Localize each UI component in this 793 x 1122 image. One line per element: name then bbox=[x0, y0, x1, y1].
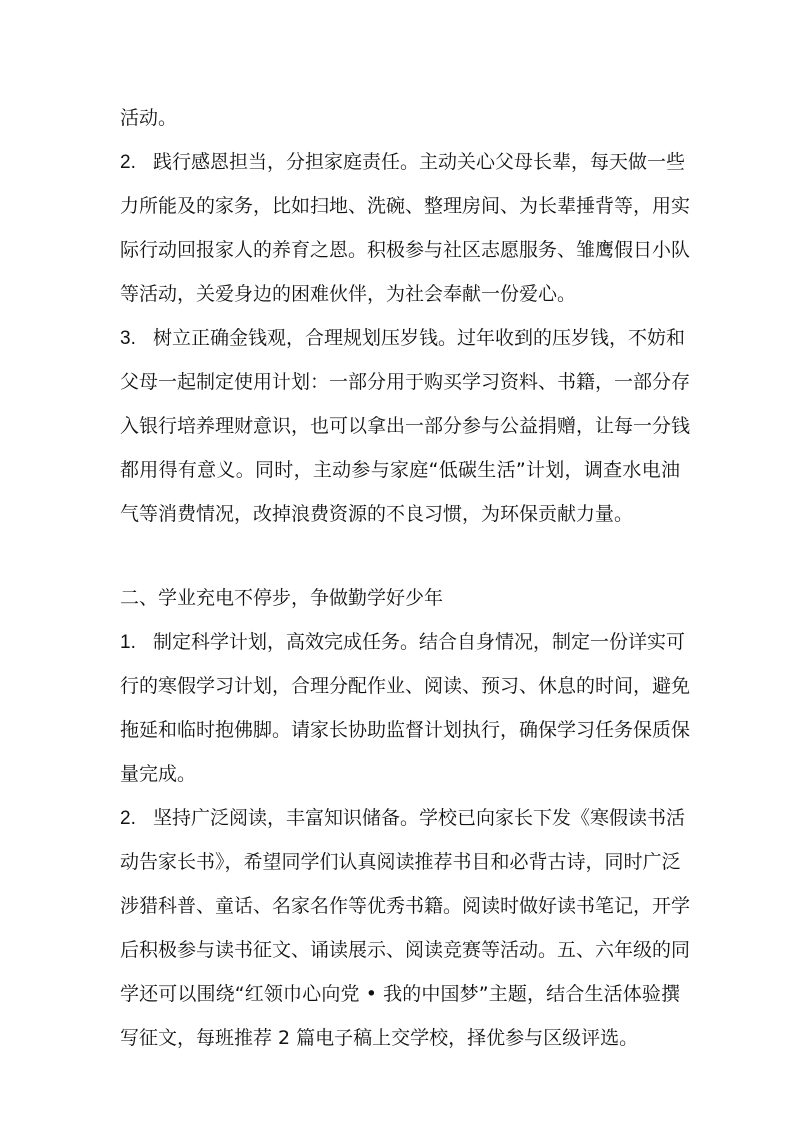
list-item-first-line: 1. 制定科学计划，高效完成任务。结合自身情况，制定一份详实可 bbox=[120, 631, 686, 653]
paragraph-line: 量完成。 bbox=[120, 763, 197, 785]
list-number: 3. bbox=[120, 328, 136, 349]
paragraph-line: 涉猎科普、童话、名家名作等优秀书籍。阅读时做好读书笔记，开学 bbox=[120, 895, 691, 917]
paragraph-line: 入银行培养理财意识，也可以拿出一部分参与公益捐赠，让每一分钱 bbox=[120, 415, 691, 437]
paragraph-line: 拖延和临时抱佛脚。请家长协助监督计划执行，确保学习任务保质保 bbox=[120, 719, 691, 741]
paragraph-line: 父母一起制定使用计划：一部分用于购买学习资料、书籍，一部分存 bbox=[120, 371, 691, 393]
paragraph-line: 行的寒假学习计划，合理分配作业、阅读、预习、休息的时间，避免 bbox=[120, 675, 691, 697]
list-item-first-line: 2. 坚持广泛阅读，丰富知识储备。学校已向家长下发《寒假读书活 bbox=[120, 807, 686, 829]
paragraph-line: 际行动回报家人的养育之恩。积极参与社区志愿服务、雏鹰假日小队 bbox=[120, 239, 691, 261]
paragraph-line: 后积极参与读书征文、诵读展示、阅读竞赛等活动。五、六年级的同 bbox=[120, 939, 691, 961]
list-item-first-line: 2. 践行感恩担当，分担家庭责任。主动关心父母长辈，每天做一些 bbox=[120, 151, 686, 173]
paragraph-line: 活动。 bbox=[120, 107, 178, 129]
list-number: 2. bbox=[120, 152, 136, 173]
paragraph-line: 学还可以围绕“红领巾心向党 • 我的中国梦”主题，结合生活体验撰 bbox=[120, 983, 680, 1005]
paragraph-line: 力所能及的家务，比如扫地、洗碗、整理房间、为长辈捶背等，用实 bbox=[120, 195, 691, 217]
paragraph-line: 等活动，关爱身边的困难伙伴，为社会奉献一份爱心。 bbox=[120, 283, 577, 305]
paragraph-line: 都用得有意义。同时，主动参与家庭“低碳生活”计划，调查水电油 bbox=[120, 459, 680, 481]
paragraph-line: 动告家长书》，希望同学们认真阅读推荐书目和必背古诗，同时广泛 bbox=[120, 851, 681, 873]
list-item-first-line: 3. 树立正确金钱观，合理规划压岁钱。过年收到的压岁钱，不妨和 bbox=[120, 327, 686, 349]
section-heading: 二、学业充电不停步，争做勤学好少年 bbox=[120, 587, 444, 609]
paragraph-line: 气等消费情况，改掉浪费资源的不良习惯，为环保贡献力量。 bbox=[120, 503, 634, 525]
paragraph-line: 写征文，每班推荐 2 篇电子稿上交学校，择优参与区级评选。 bbox=[120, 1027, 639, 1049]
list-number: 2. bbox=[120, 808, 136, 829]
list-number: 1. bbox=[120, 632, 136, 653]
